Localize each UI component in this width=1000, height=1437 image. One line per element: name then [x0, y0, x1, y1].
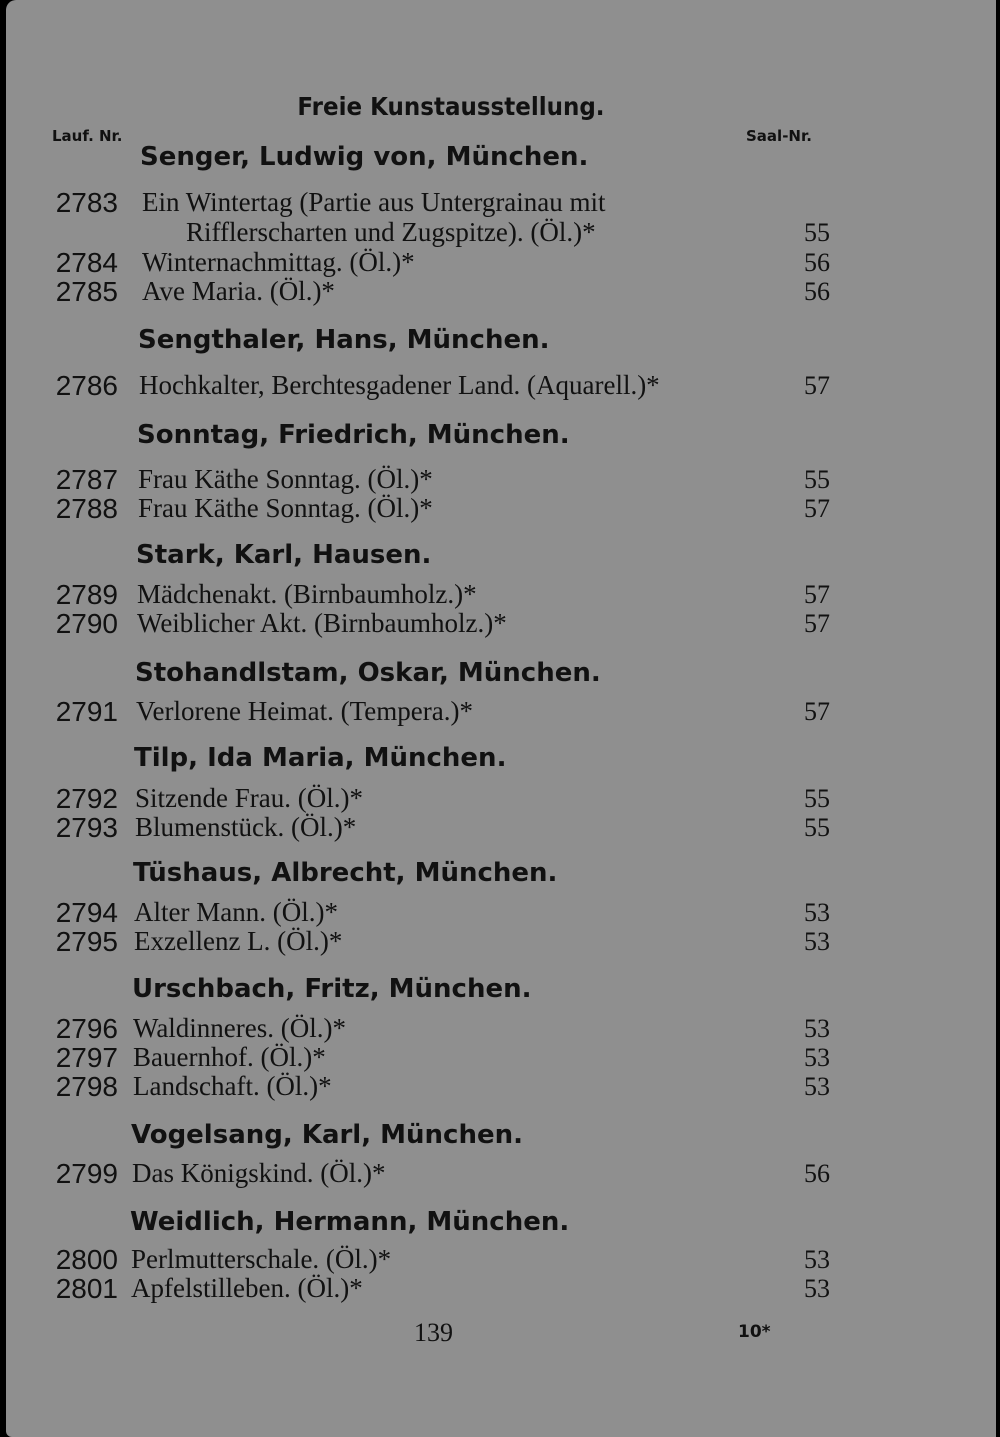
- entry-number: 2797: [55, 1042, 118, 1073]
- column-header-saal-nr: Saal-Nr.: [746, 127, 812, 145]
- artist-heading: Tilp, Ida Maria, München.: [134, 743, 507, 773]
- entry-saal: 55: [804, 218, 830, 247]
- entry-saal: 57: [804, 371, 830, 400]
- entry-title: Alter Mann. (Öl.)*: [134, 897, 338, 927]
- page-number: 139: [414, 1318, 453, 1347]
- entry-title: Bauernhof. (Öl.)*: [133, 1042, 326, 1072]
- catalog-entry-continuation: [6, 218, 996, 247]
- page-title: Freie Kunstausstellung.: [297, 92, 605, 121]
- catalog-entry: [6, 277, 996, 306]
- entry-saal: 53: [804, 927, 830, 956]
- catalog-entry: [6, 697, 996, 726]
- entry-title: Frau Käthe Sonntag. (Öl.)*: [138, 464, 433, 494]
- entry-number: 2793: [55, 812, 118, 843]
- entry-number: 2789: [55, 579, 118, 610]
- entry-number: 2798: [55, 1071, 118, 1102]
- entry-saal: 57: [804, 494, 830, 523]
- artist-heading: Weidlich, Hermann, München.: [130, 1207, 570, 1237]
- entry-saal: 53: [804, 1274, 830, 1303]
- catalog-entry: [6, 1245, 996, 1274]
- entry-number: 2783: [55, 187, 118, 218]
- catalog-entry: [6, 248, 996, 277]
- artist-heading: Sonntag, Friedrich, München.: [137, 420, 570, 450]
- entry-title: Verlorene Heimat. (Tempera.)*: [136, 696, 473, 726]
- entry-saal: 57: [804, 697, 830, 726]
- catalog-page: [6, 0, 996, 1437]
- entry-saal: 55: [804, 784, 830, 813]
- entry-title: Hochkalter, Berchtesgadener Land. (Aquarell.)*: [139, 370, 660, 400]
- entry-title: Waldinneres. (Öl.)*: [133, 1013, 347, 1043]
- catalog-entry: [6, 1072, 996, 1101]
- catalog-entry: [6, 188, 996, 217]
- entry-title: Ein Wintertag (Partie aus Untergrainau mit: [142, 187, 606, 217]
- catalog-entry: [6, 1014, 996, 1043]
- entry-saal: 56: [804, 277, 830, 306]
- column-header-lauf-nr: Lauf. Nr.: [52, 127, 123, 145]
- entry-title: Winternachmittag. (Öl.)*: [142, 247, 415, 277]
- artist-heading: Tüshaus, Albrecht, München.: [133, 858, 558, 888]
- entry-number: 2796: [55, 1013, 118, 1044]
- entry-number: 2786: [55, 370, 118, 401]
- entry-saal: 53: [804, 1072, 830, 1101]
- artist-heading: Stark, Karl, Hausen.: [136, 540, 432, 570]
- entry-title: Frau Käthe Sonntag. (Öl.)*: [138, 493, 433, 523]
- catalog-entry: [6, 1043, 996, 1072]
- entry-number: 2792: [55, 783, 118, 814]
- entry-title: Landschaft. (Öl.)*: [133, 1071, 332, 1101]
- entry-saal: 57: [804, 609, 830, 638]
- entry-saal: 56: [804, 248, 830, 277]
- entry-number: 2790: [55, 608, 118, 639]
- artist-heading: Vogelsang, Karl, München.: [131, 1120, 523, 1150]
- entry-title: Perlmutterschale. (Öl.)*: [131, 1244, 392, 1274]
- catalog-entry: [6, 1274, 996, 1303]
- entry-saal: 53: [804, 1043, 830, 1072]
- entry-title-continued: Rifflerscharten und Zugspitze). (Öl.)*: [186, 217, 596, 247]
- catalog-entry: [6, 898, 996, 927]
- catalog-entry: [6, 813, 996, 842]
- entry-saal: 53: [804, 1014, 830, 1043]
- catalog-entry: [6, 784, 996, 813]
- entry-title: Weiblicher Akt. (Birnbaumholz.)*: [137, 608, 507, 638]
- entry-number: 2800: [55, 1244, 118, 1275]
- artist-heading: Sengthaler, Hans, München.: [138, 325, 550, 355]
- entry-saal: 55: [804, 465, 830, 494]
- entry-number: 2799: [55, 1158, 118, 1189]
- catalog-entry: [6, 609, 996, 638]
- artist-heading: Stohandlstam, Oskar, München.: [135, 658, 601, 688]
- printer-signature: 10*: [738, 1322, 771, 1342]
- catalog-entry: [6, 465, 996, 494]
- entry-title: Exzellenz L. (Öl.)*: [134, 926, 343, 956]
- artist-heading: Urschbach, Fritz, München.: [132, 974, 532, 1004]
- entry-number: 2787: [55, 464, 118, 495]
- entry-number: 2785: [55, 276, 118, 307]
- catalog-entry: [6, 580, 996, 609]
- entry-title: Ave Maria. (Öl.)*: [142, 276, 335, 306]
- catalog-entry: [6, 1159, 996, 1188]
- entry-title: Sitzende Frau. (Öl.)*: [135, 783, 363, 813]
- entry-saal: 55: [804, 813, 830, 842]
- entry-saal: 53: [804, 1245, 830, 1274]
- entry-saal: 57: [804, 580, 830, 609]
- entry-title: Mädchenakt. (Birnbaumholz.)*: [137, 579, 477, 609]
- entry-saal: 56: [804, 1159, 830, 1188]
- catalog-entry: [6, 494, 996, 523]
- entry-title: Blumenstück. (Öl.)*: [135, 812, 357, 842]
- entry-number: 2791: [55, 696, 118, 727]
- entry-number: 2794: [55, 897, 118, 928]
- entry-number: 2801: [55, 1273, 118, 1304]
- entry-title: Das Königskind. (Öl.)*: [132, 1158, 386, 1188]
- entry-number: 2788: [55, 493, 118, 524]
- entry-number: 2784: [55, 247, 118, 278]
- artist-heading: Senger, Ludwig von, München.: [140, 142, 589, 172]
- entry-number: 2795: [55, 926, 118, 957]
- entry-saal: 53: [804, 898, 830, 927]
- catalog-entry: [6, 371, 996, 400]
- entry-title: Apfelstilleben. (Öl.)*: [131, 1273, 363, 1303]
- catalog-entry: [6, 927, 996, 956]
